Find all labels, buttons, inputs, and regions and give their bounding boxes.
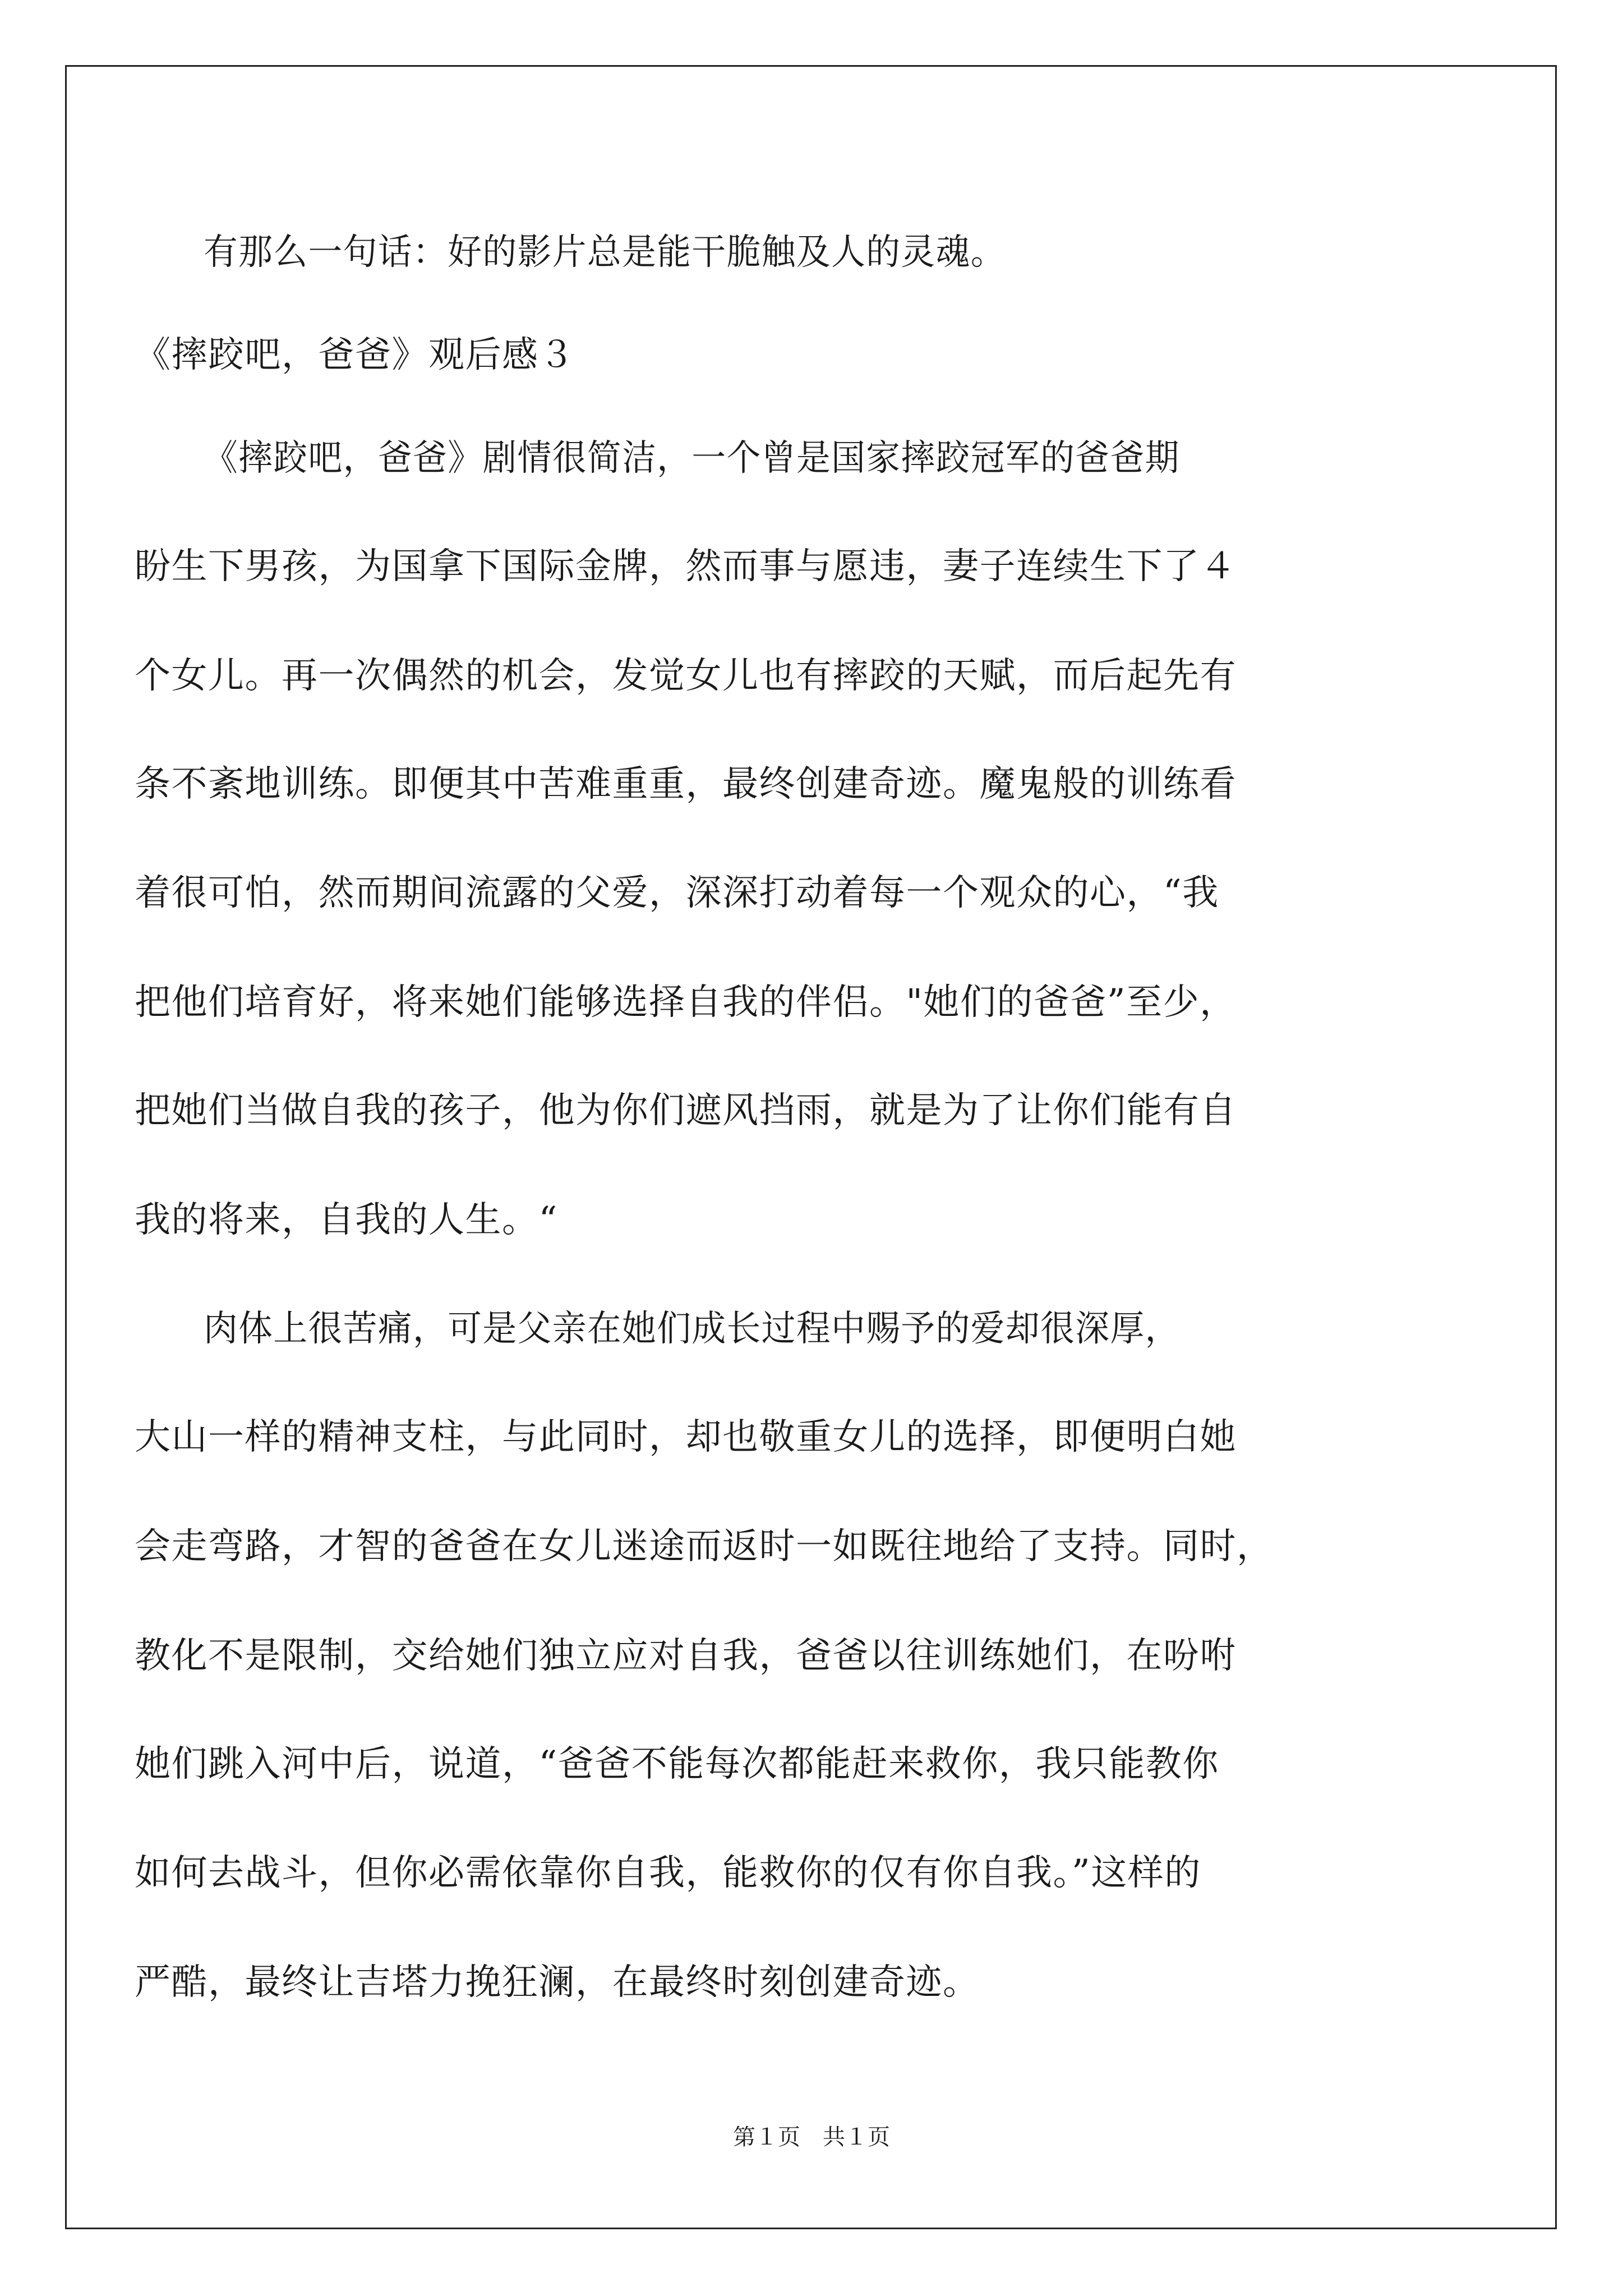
body-line: 大山一样的精神支柱，与此同时，却也敬重女儿的选择，即便明白她 bbox=[135, 1416, 1237, 1458]
section-title: 《摔跤吧，爸爸》观后感３ bbox=[135, 334, 575, 376]
body-line: 她们跳入河中后，说道，“爸爸不能每次都能赶来救你，我只能教你 bbox=[135, 1743, 1219, 1785]
body-line: 有那么一句话：好的影片总是能干脆触及人的灵魂。 bbox=[204, 232, 1006, 273]
body-line: 教化不是限制，交给她们独立应对自我，爸爸以往训练她们，在吩咐 bbox=[135, 1635, 1237, 1677]
body-line: 肉体上很苦痛，可是父亲在她们成长过程中赐予的爱却很深厚， bbox=[204, 1308, 1180, 1350]
body-line: 把她们当做自我的孩子，他为你们遮风挡雨，就是为了让你们能有自 bbox=[135, 1090, 1237, 1131]
body-line: 《摔跤吧，爸爸》剧情很简洁，一个曾是国家摔跤冠军的爸爸期 bbox=[204, 438, 1180, 479]
page-border bbox=[65, 65, 1557, 2229]
body-line: 盼生下男孩，为国拿下国际金牌，然而事与愿违，妻子连续生下了４ bbox=[135, 546, 1237, 587]
body-line: 个女儿。再一次偶然的机会，发觉女儿也有摔跤的天赋，而后起先有 bbox=[135, 655, 1237, 697]
body-line: 会走弯路，才智的爸爸在女儿迷途而返时一如既往地给了支持。同时， bbox=[135, 1526, 1274, 1567]
body-line: 我的将来，自我的人生。“ bbox=[135, 1199, 558, 1241]
body-line: 把他们培育好，将来她们能够选择自我的伴侣。"她们的爸爸”至少， bbox=[135, 982, 1237, 1023]
body-line: 条不紊地训练。即便其中苦难重重，最终创建奇迹。魔鬼般的训练看 bbox=[135, 763, 1237, 805]
body-line: 严酷，最终让吉塔力挽狂澜，在最终时刻创建奇迹。 bbox=[135, 1962, 980, 2003]
body-line: 如何去战斗，但你必需依靠你自我，能救你的仅有你自我。”这样的 bbox=[135, 1852, 1201, 1894]
body-line: 着很可怕，然而期间流露的父爱，深深打动着每一个观众的心，“我 bbox=[135, 872, 1219, 914]
page-number-footer: 第１页 共１页 bbox=[733, 2124, 890, 2150]
